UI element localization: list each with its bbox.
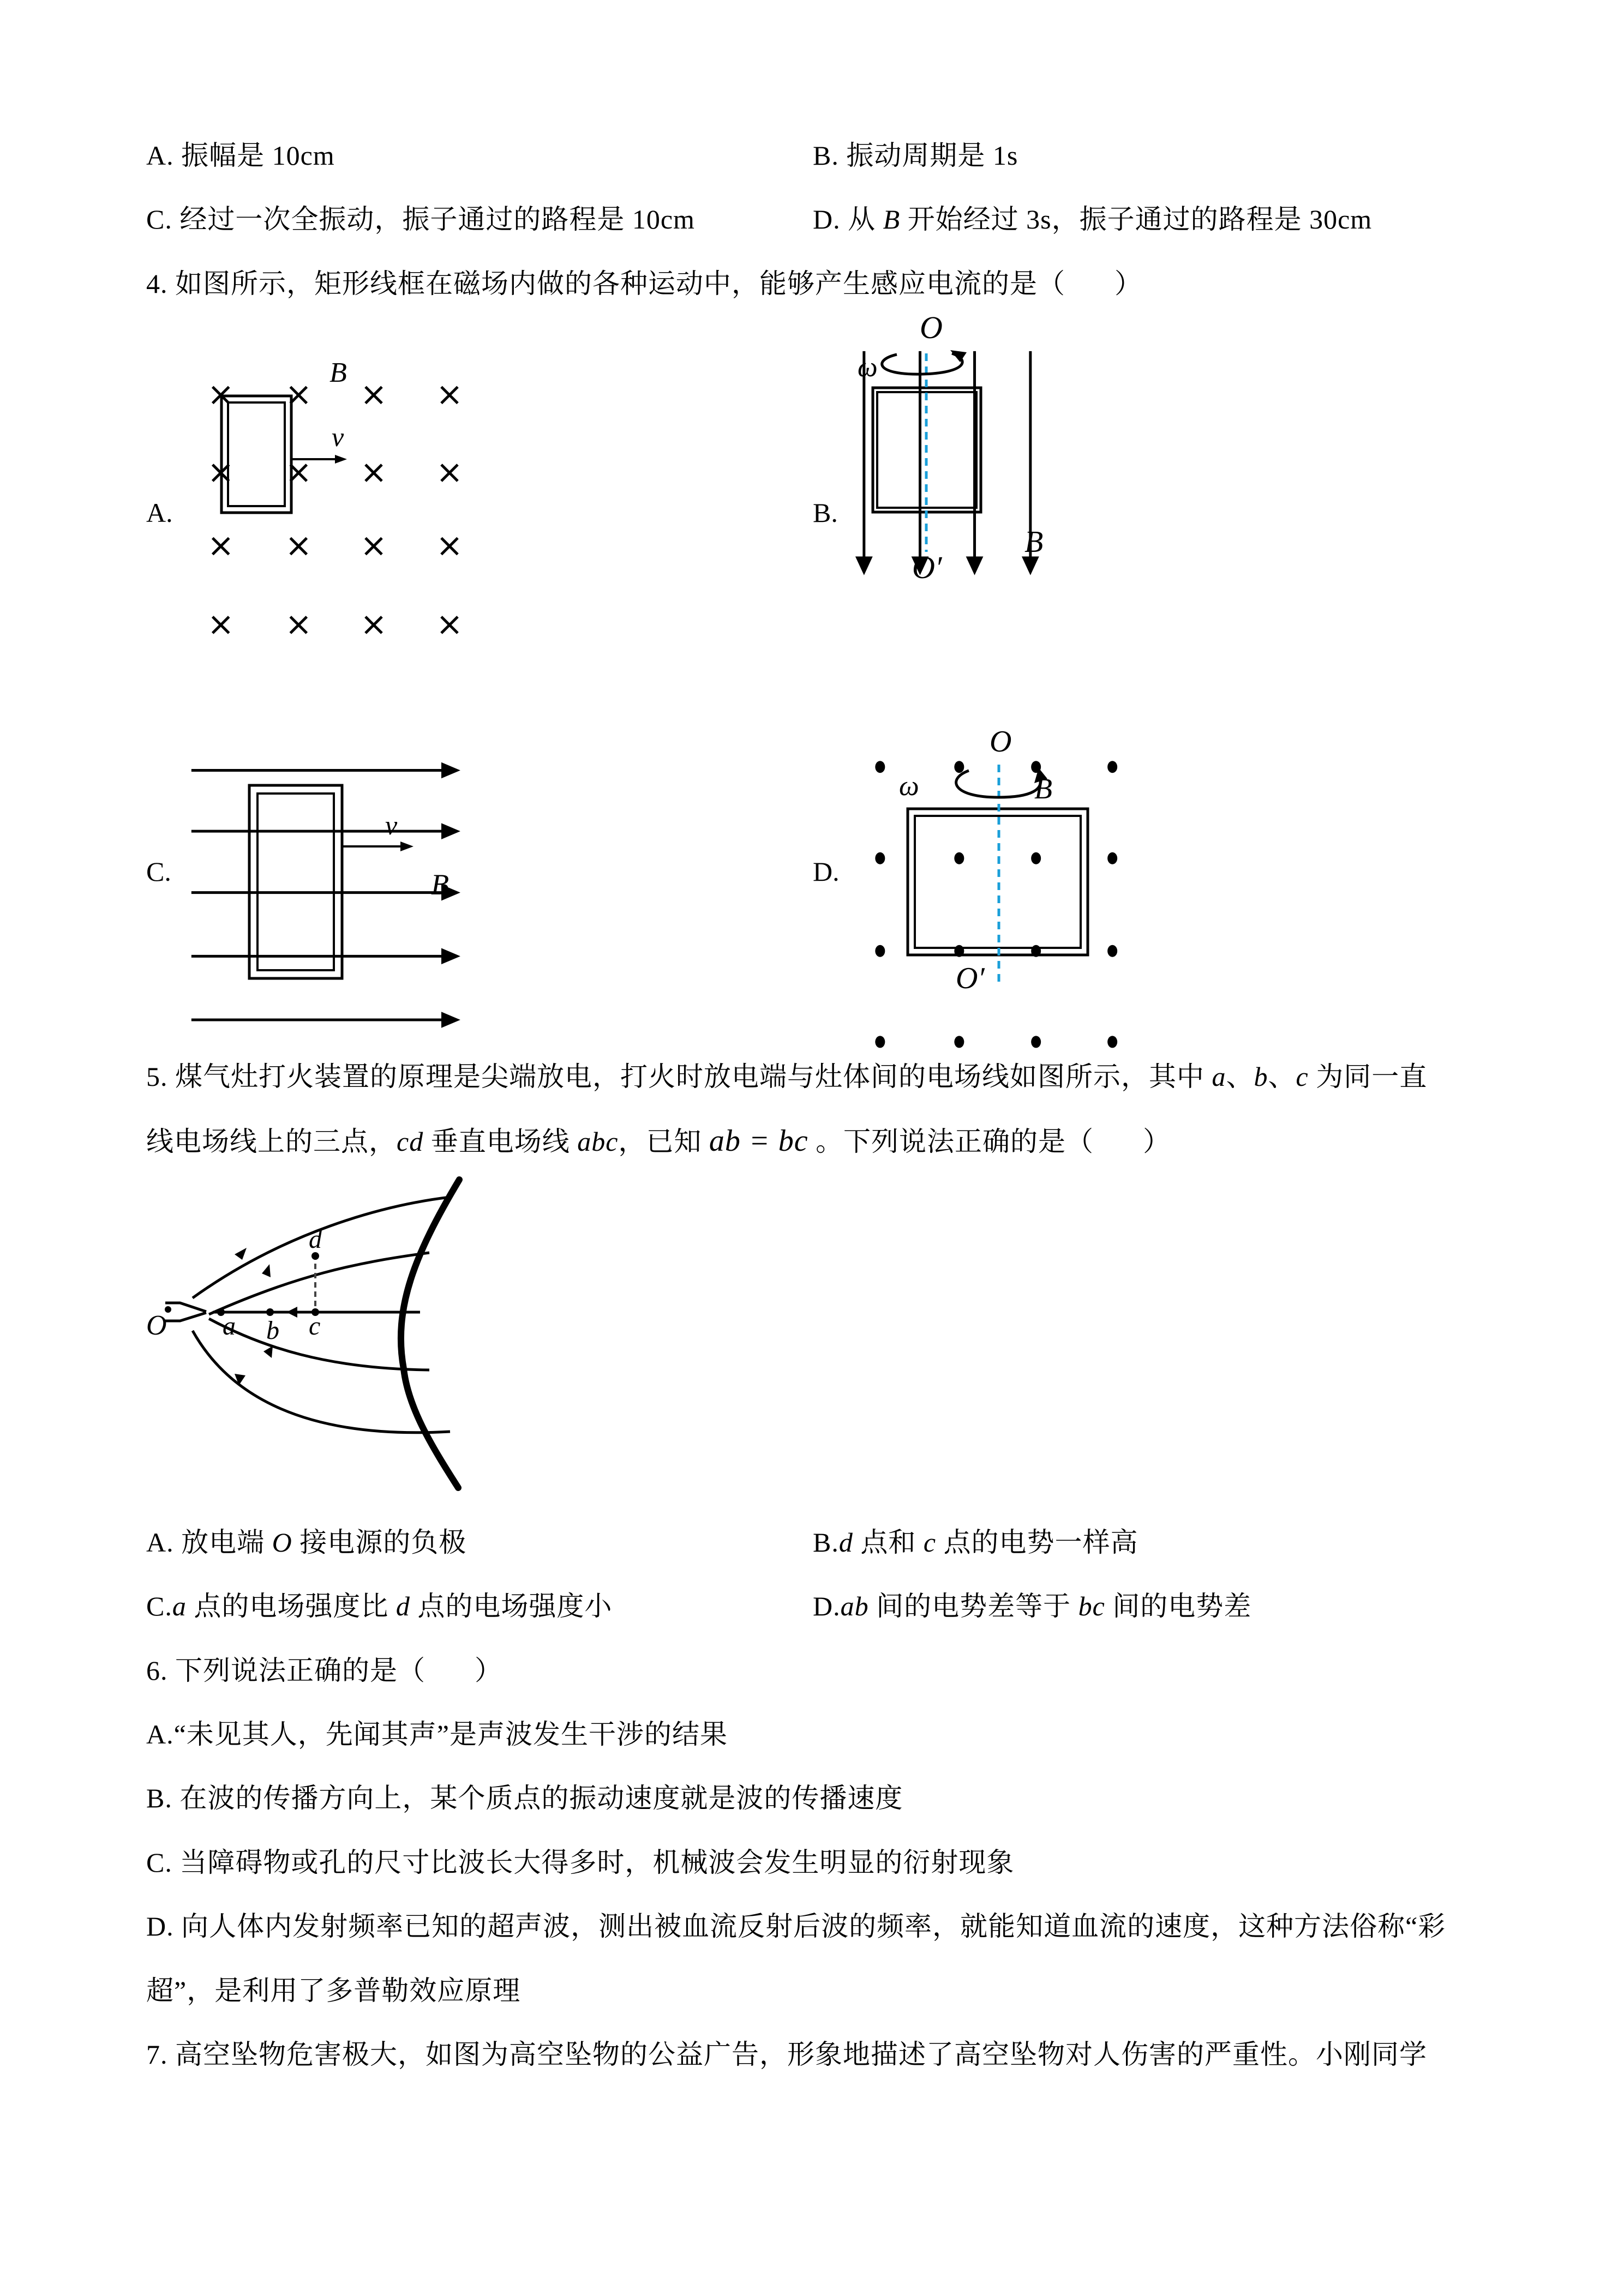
paren-close: ） xyxy=(475,1655,502,1686)
question-text: 为同一直 xyxy=(1308,1061,1428,1092)
axis-bottom-label: O′ xyxy=(912,550,942,585)
variable-b: B xyxy=(883,204,901,235)
option-text: 点的电势一样高 xyxy=(936,1527,1138,1558)
velocity-label: v xyxy=(332,422,344,452)
option-label: C. xyxy=(146,1847,172,1878)
separator: 、 xyxy=(1268,1061,1296,1092)
option-text: 从 xyxy=(848,204,883,235)
variable-o: O xyxy=(272,1527,292,1558)
option-label: A. xyxy=(146,1719,174,1750)
field-line-upper xyxy=(209,1253,429,1314)
q4-figure-a-label: A. xyxy=(146,497,173,528)
variable-a: a xyxy=(172,1591,187,1621)
option-text: 开始经过 3s，振子通过的路程是 30cm xyxy=(900,204,1373,235)
question-number: 4. xyxy=(146,268,168,299)
question-text: 下列说法正确的是（ xyxy=(175,1655,426,1686)
arrowhead xyxy=(262,1264,271,1277)
q6-option-d-line2 xyxy=(146,1974,520,2007)
field-label: B xyxy=(1034,772,1052,805)
variable-c: c xyxy=(1296,1061,1309,1092)
question-text: 煤气灶打火装置的原理是尖端放电，打火时放电端与灶体间的电场线如图所示，其中 xyxy=(175,1061,1212,1092)
variable-abc: abc xyxy=(577,1126,619,1157)
field-line-bottom xyxy=(193,1331,450,1433)
equation: ab = bc xyxy=(709,1124,808,1158)
paren-close: ） xyxy=(1143,1126,1171,1157)
q6-option-c xyxy=(146,1846,1014,1879)
omega-label: ω xyxy=(899,771,919,802)
point-c-label: c xyxy=(309,1312,321,1341)
option-label: B. xyxy=(146,1783,172,1813)
q4-figure-c-label: C. xyxy=(146,856,171,887)
point-a-label: a xyxy=(223,1312,236,1341)
option-text: 向人体内发射频率已知的超声波，测出被血流反射后波的频率，就能知道血流的速度，这种方法俗称“彩 xyxy=(181,1911,1446,1942)
electrode-lower xyxy=(165,1313,206,1321)
question-number: 5. xyxy=(146,1061,168,1092)
option-text: 放电端 xyxy=(181,1527,272,1558)
variable-cd: cd xyxy=(397,1126,424,1157)
velocity-label: v xyxy=(385,810,398,840)
axis-top-label: O xyxy=(920,310,943,345)
point-O-label: O xyxy=(146,1310,167,1341)
separator: 、 xyxy=(1226,1061,1254,1092)
field-label: B xyxy=(431,868,449,901)
q6-option-b xyxy=(146,1782,903,1814)
option-label: D. xyxy=(146,1911,174,1942)
option-label: D. xyxy=(813,204,841,235)
q4-figure-b-label: B. xyxy=(813,497,838,528)
option-text: 点的电场强度比 xyxy=(186,1591,396,1621)
q7-stem-line1 xyxy=(146,2038,1427,2071)
q4-figure-d-label: D. xyxy=(813,856,840,887)
option-label: A. xyxy=(146,140,174,171)
option-label: D. xyxy=(813,1591,841,1621)
variable-ab: ab xyxy=(840,1591,869,1621)
option-text: 超”，是利用了多普勒效应原理 xyxy=(146,1975,521,2006)
question-text: 。下列说法正确的是（ xyxy=(808,1126,1094,1157)
arrowhead xyxy=(235,1248,247,1260)
option-label: A. xyxy=(146,1527,174,1558)
option-text: 当障碍物或孔的尺寸比波长大得多时，机械波会发生明显的衍射现象 xyxy=(179,1847,1015,1878)
variable-c: c xyxy=(923,1527,937,1558)
omega-label: ω xyxy=(858,352,878,383)
point-b-label: b xyxy=(266,1316,279,1345)
field-label: B xyxy=(329,357,347,388)
option-text: 经过一次全振动，振子通过的路程是 10cm xyxy=(179,204,695,235)
option-text: 间的电势差等于 xyxy=(868,1591,1078,1621)
option-text: 点的电场强度小 xyxy=(410,1591,613,1621)
option-text: 振幅是 10cm xyxy=(181,140,335,171)
axis-bottom-label: O′ xyxy=(956,961,985,995)
option-label: B. xyxy=(813,1527,839,1558)
variable-b: b xyxy=(1254,1061,1268,1092)
question-number: 6. xyxy=(146,1655,168,1686)
option-text: 在波的传播方向上，某个质点的振动速度就是波的传播速度 xyxy=(179,1783,903,1813)
field-label: B xyxy=(1024,525,1044,559)
option-text: 接电源的负极 xyxy=(292,1527,467,1558)
arrowhead xyxy=(263,1346,273,1358)
variable-a: a xyxy=(1212,1061,1226,1092)
axis-top-label: O xyxy=(990,725,1012,759)
q5-option-c xyxy=(146,1590,612,1622)
variable-d: d xyxy=(395,1591,410,1621)
question-text: 线电场线上的三点， xyxy=(146,1126,397,1157)
stove-body xyxy=(401,1180,459,1488)
option-label: B. xyxy=(813,140,839,171)
question-text: 如图所示，矩形线框在磁场内做的各种运动中，能够产生感应电流的是（ xyxy=(175,268,1065,299)
q5-option-b xyxy=(813,1526,1138,1559)
option-text: 点和 xyxy=(853,1527,924,1558)
variable-bc: bc xyxy=(1078,1591,1105,1621)
electrode-upper xyxy=(165,1303,206,1312)
q5-option-a xyxy=(146,1526,466,1559)
paren-close: ） xyxy=(1114,268,1142,299)
question-text: ，已知 xyxy=(618,1126,709,1157)
variable-d: d xyxy=(838,1527,853,1558)
option-text: 振动周期是 1s xyxy=(846,140,1018,171)
option-text: “未见其人，先闻其声”是声波发生干涉的结果 xyxy=(173,1719,728,1750)
point-b-dot xyxy=(266,1308,274,1316)
arrowhead xyxy=(286,1307,297,1318)
option-label: C. xyxy=(146,204,172,235)
q6-option-a xyxy=(146,1718,728,1751)
q6-option-d-line1 xyxy=(146,1910,1446,1943)
question-text: 垂直电场线 xyxy=(423,1126,578,1157)
point-d-label: d xyxy=(309,1225,322,1254)
q6-stem xyxy=(146,1654,502,1687)
option-text: 间的电势差 xyxy=(1105,1591,1252,1621)
question-number: 7. xyxy=(146,2039,168,2070)
q5-option-d xyxy=(813,1590,1251,1622)
question-text: 高空坠物危害极大，如图为高空坠物的公益广告，形象地描述了高空坠物对人伤害的严重性。小刚同学 xyxy=(175,2039,1427,2070)
option-label: C. xyxy=(146,1591,172,1621)
